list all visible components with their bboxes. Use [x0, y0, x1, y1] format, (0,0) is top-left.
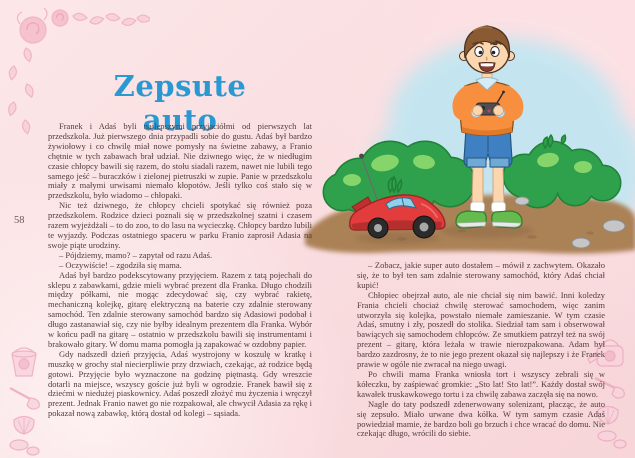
story-paragraph: – Oczywiście! – zgodziła się mama.: [59, 259, 182, 270]
story-paragraph: Franek i Adaś byli najlepszymi przyjaciółmi od pierwszych lat przedszkola. Już pierwszego dnia przypadli sobie do gustu. Adaś był bardzo żywiołowy i co chwilę miał nowe pomysły na świetne zabawy, a Franio chętnie w tych zabawach brał udział. Nie dziwnego więc, że w niedługim czasie chłopcy bawili się razem, do stołu siadali razem, nawet nie lubili tego samego jeść – buraczków i zielonej pietruszki w zupie. Panie w przedszkolu miały z małymi urwisami niemało kłopotów. Jeśli tylko coś stało się w przedszkolu, było wiadomo – chłopaki.: [48, 121, 312, 201]
story-paragraph: – Pójdziemy, mamo? – zapytał od razu Adaś.: [59, 249, 213, 260]
right-page-text: [357, 261, 605, 439]
page-number: 58: [14, 215, 25, 226]
story-paragraph: Chłopiec obejrzał auto, ale nie chciał się nim bawić. Inni koledzy Frania chcieli chociaż chwilę sterować samochodem, więc zanim utworzyła się kolejka, powstało niemałe zamieszanie. W tym czasie Adaś, smutny i zły, poszedł do stolika. Siedział tam sam i obserwował bawiących się samochodem chłopców. Ze smutkiem patrzył też na swój prezent – gitarę, która leżała w trawie nierozpakowana. Adam był bardzo zazdrosny, że to nie jego prezent okazał się najlepszy i że Franek prawie w ogóle nie zwracał na niego uwagi.: [357, 289, 605, 370]
left-page-text: [48, 122, 312, 419]
title-line-2: auto: [142, 103, 218, 138]
story-paragraph: – Zobacz, jakie super auto dostałem – mówił z zachwytem. Okazało się, że to był ten sam zdalnie sterowany samochód, który Adaś chciał kupić!: [357, 260, 605, 290]
sand-toys-ornament: [2, 346, 46, 458]
story-paragraph: Nagle do taty podszedł zdenerwowany solenizant, płacząc, że auto się zepsuło. Miało urwane dwa kółka. W tym samym czasie Adaś powiedział mamie, że bardzo boli go brzuch i chce wracać do domu. Nie czekając długo, wrócili do siebie.: [357, 398, 605, 439]
title-line-1: Zepsute: [113, 69, 247, 104]
story-paragraph: Nic też dziwnego, że chłopcy chcieli spotykać się również poza przedszkolem. Rodzice dzieci poznali się w przedszkolnej szatni i czasem razem wyjeżdżali – to do zoo, to do lasu na wycieczkę. Chłopcy bardzo lubili te wyjazdy. Podczas ostatniego spaceru w parku Franio zaprosił Adasia na swoje piąte urodziny.: [48, 200, 312, 250]
story-paragraph: Adaś był bardzo podekscytowany przyjęciem. Razem z tatą pojechali do sklepu z zabawkami, gdzie mieli wybrać prezent dla Franka. Długo chodzili między półkami, nie mogąc zdecydować się, czy wybrać rakietę, mechaniczną kolejkę, gitarę elektryczną na baterie czy zdalnie sterowany samochód. Ten zdalnie sterowany samochód bardzo się Adasiowi podobał i długo zastanawiał się, czy nie byłby idealnym prezentem dla Franka. Wybór w końcu padł na gitarę – ostatnio w przedszkolu bawili się instrumentami i brakowało gitary. W domu mama pomogła ją zapakować w ozdobny papier.: [48, 269, 312, 349]
story-paragraph: Po chwili mama Franka wniosła tort i wszyscy zebrali się w kółeczku, by zaśpiewać gromkie: „Sto lat! Sto lat!”. Każdy dostał swój kawałek truskawkowego tortu i za chwilę zabawa zaczęła się na nowo.: [357, 368, 605, 399]
story-illustration: [290, 0, 635, 258]
story-paragraph: Gdy nadszedł dzień przyjęcia, Adaś wystrojony w koszulę w kratkę i muszkę w grochy stał niecierpliwie przy drzwiach, czekając, aż rodzice będą gotowi. Przyjęcie było wyznaczone na godzinę piętnastą. Gdy wreszcie dotarli na miejsce, wszyscy goście już byli w ogrodzie. Franek bawił się z dziećmi w niedużej piaskownicy. Adaś poszedł złożyć mu życzenia i wręczył prezent. Jednak Franio nawet go nie rozpakował, ale chwycił Adasia za rękę i pokazał nową zabawkę, którą dostał od kolegi – sąsiada.: [48, 348, 312, 419]
